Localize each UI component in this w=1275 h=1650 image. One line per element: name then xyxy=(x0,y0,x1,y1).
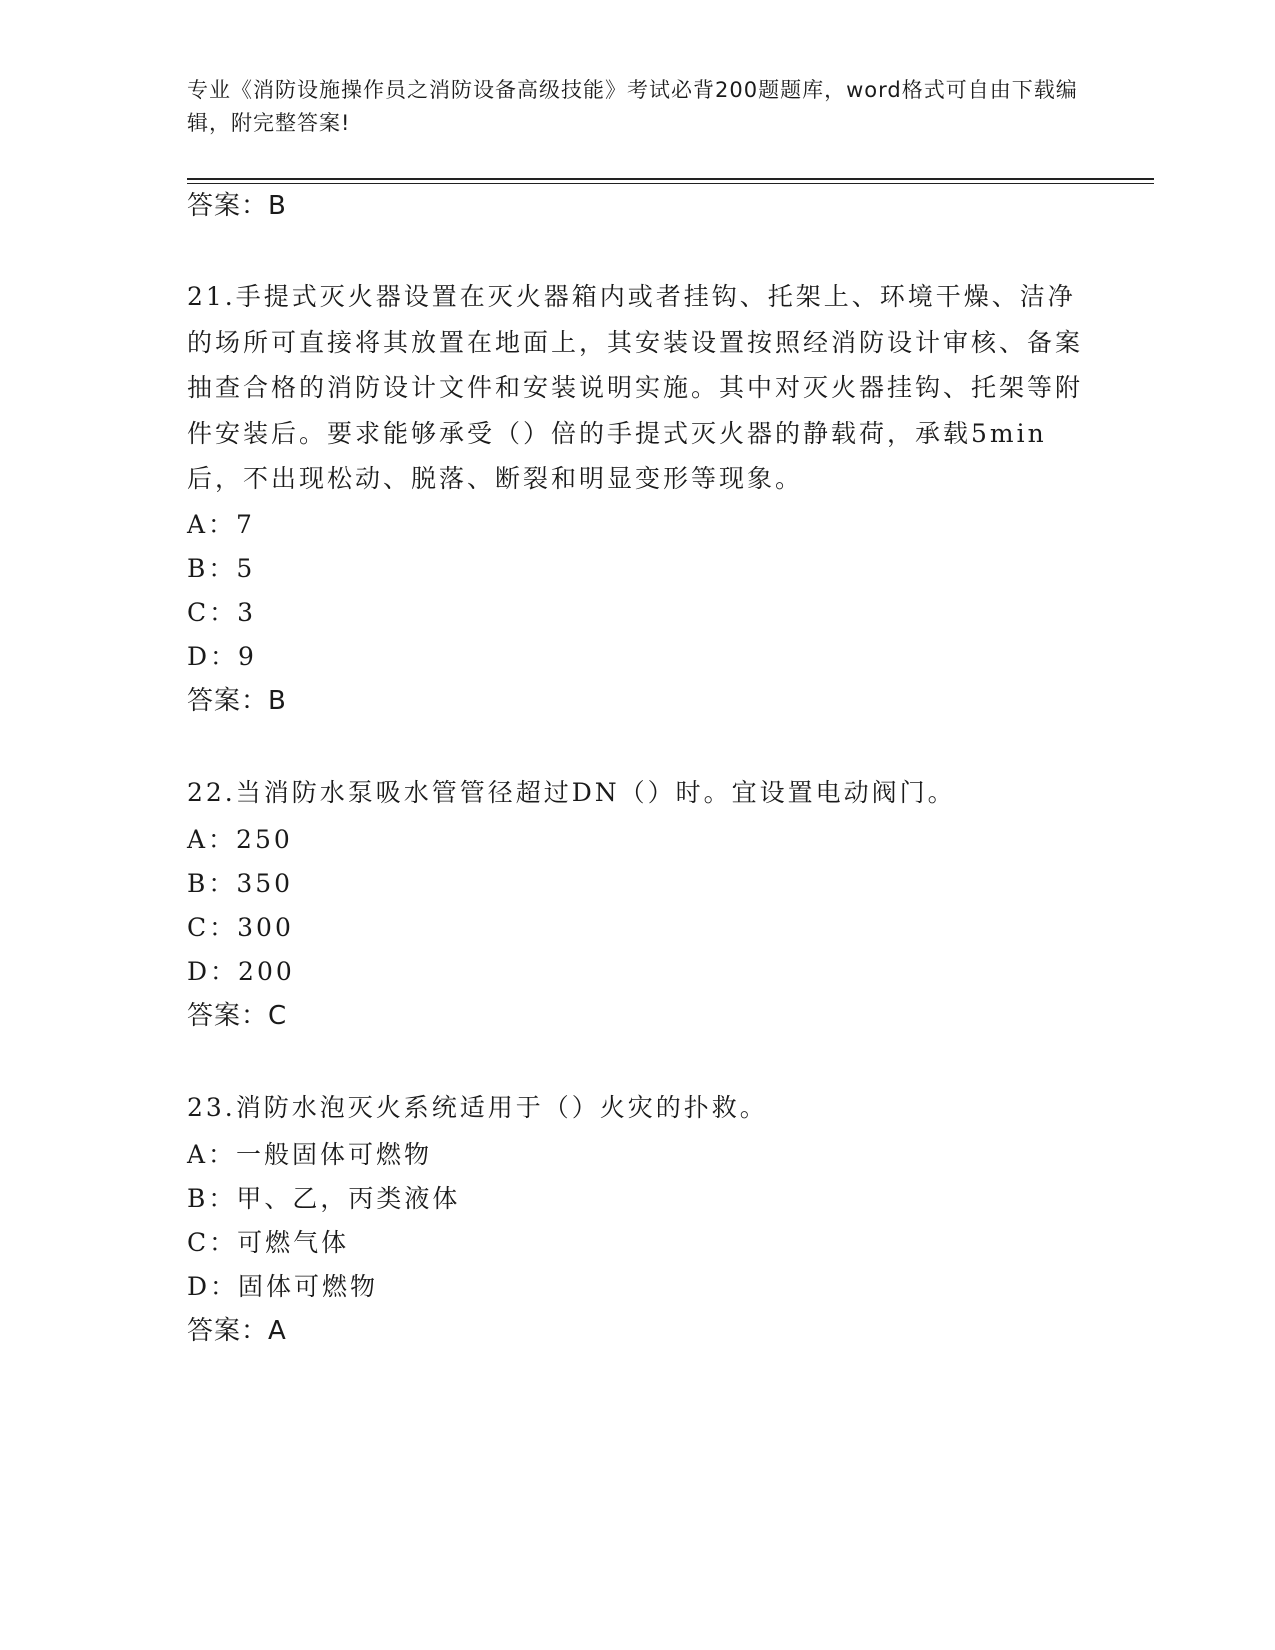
header-rule-thick xyxy=(187,178,1154,180)
answer-prev: 答案：B xyxy=(187,191,287,221)
question-23-option-b: B：甲、乙，丙类液体 xyxy=(187,1184,461,1213)
question-21-answer: 答案：B xyxy=(187,686,287,716)
question-23-text: 23.消防水泡灭火系统适用于（）火灾的扑救。 xyxy=(187,1093,768,1122)
question-21-option-b: B：5 xyxy=(187,554,256,583)
question-21-option-d: D：9 xyxy=(187,642,257,671)
question-23-answer: 答案：A xyxy=(187,1316,287,1346)
header-rule-thin xyxy=(187,183,1154,184)
question-23-option-c: C：可燃气体 xyxy=(187,1228,350,1257)
question-23-option-d: D：固体可燃物 xyxy=(187,1272,379,1301)
question-21-text: 21.手提式灭火器设置在灭火器箱内或者挂钩、托架上、环境干燥、洁净的场所可直接将其放置在地面上，其安装设置按照经消防设计审核、备案抽查合格的消防设计文件和安装说明实施。其中对灭火器挂钩、托架等附件安装后。要求能够承受（）倍的手提式灭火器的静载荷，承载5min后，不出现松动、脱落、断裂和明显变形等现象。 xyxy=(187,282,1084,494)
question-22-option-b: B：350 xyxy=(187,869,294,898)
question-22-option-a: A：250 xyxy=(187,825,293,854)
question-22-answer: 答案：C xyxy=(187,1001,288,1031)
question-22-option-c: C：300 xyxy=(187,913,294,942)
question-21-option-c: C：3 xyxy=(187,598,257,627)
document-header: 专业《消防设施操作员之消防设备高级技能》考试必背200题题库，word格式可自由下载编辑，附完整答案! xyxy=(187,78,1078,135)
question-22-text: 22.当消防水泵吸水管管径超过DN（）时。宜设置电动阀门。 xyxy=(187,778,956,807)
question-21-option-a: A：7 xyxy=(187,510,255,539)
question-22-option-d: D：200 xyxy=(187,957,295,986)
question-23-option-a: A：一般固体可燃物 xyxy=(187,1140,433,1169)
